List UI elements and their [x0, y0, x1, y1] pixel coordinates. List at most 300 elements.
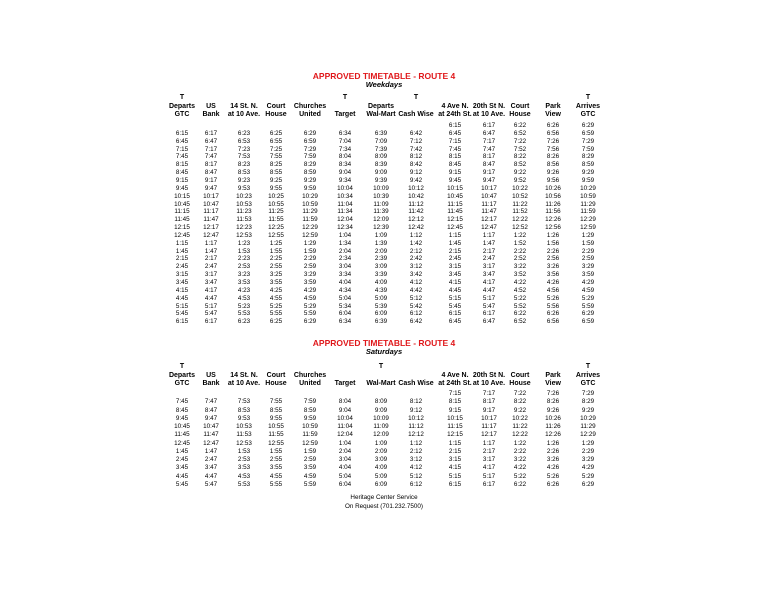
table-row: [0, 122, 768, 130]
table-cell: 11:04: [337, 423, 353, 430]
table-cell: 5:22: [513, 472, 527, 480]
table-cell: 9:12: [409, 406, 423, 414]
table-cell: 12:15: [447, 216, 463, 224]
table-cell: 7:15: [175, 145, 189, 153]
table-cell: 6:09: [374, 480, 388, 488]
table-cell: 6:45: [175, 137, 189, 145]
table-cell: 7:56: [546, 145, 560, 153]
table-cell: 7:23: [237, 145, 251, 153]
column-header-line: 20th St N.: [472, 371, 506, 379]
table-cell: 1:29: [303, 239, 317, 247]
table-cell: 8:47: [482, 161, 496, 169]
table-cell: 8:15: [448, 153, 462, 161]
column-header-line: Churches: [293, 371, 327, 379]
column-header-line: Court: [510, 102, 530, 110]
table-cell: 8:09: [374, 153, 388, 161]
table-cell: 2:47: [204, 263, 218, 271]
table-row: [0, 390, 768, 398]
table-cell: 2:59: [581, 255, 595, 263]
table-cell: 9:23: [237, 176, 251, 184]
table-cell: 7:29: [581, 137, 595, 145]
table-cell: 8:25: [269, 161, 283, 169]
table-cell: 12:15: [447, 431, 463, 439]
table-cell: 10:59: [580, 192, 596, 200]
table-cell: 5:04: [338, 472, 352, 480]
table-cell: 12:42: [408, 224, 424, 232]
table-row: [0, 431, 768, 439]
table-cell: 4:17: [482, 464, 496, 472]
table-cell: 9:45: [175, 414, 189, 422]
table-cell: 12:29: [580, 431, 596, 439]
column-header-line: Bank: [202, 111, 220, 119]
table-cell: 5:52: [513, 302, 527, 310]
table-cell: 7:53: [237, 398, 251, 406]
table-cell: 3:22: [513, 263, 527, 271]
table-cell: 12:47: [481, 224, 497, 232]
table-cell: 3:55: [269, 279, 283, 286]
table-cell: 6:34: [338, 129, 352, 137]
table-cell: 4:42: [409, 286, 423, 294]
table-cell: 6:52: [513, 129, 527, 137]
table-cell: 3:42: [409, 271, 423, 279]
table-cell: 6:17: [204, 129, 218, 137]
table-cell: 12:34: [337, 224, 353, 232]
column-header-line: Wal-Mart: [366, 380, 396, 388]
table-cell: 7:55: [269, 153, 283, 161]
table-cell: 11:26: [545, 423, 561, 430]
table-cell: 3:15: [448, 456, 462, 463]
column-header-line: House: [509, 380, 531, 388]
table-cell: 7:47: [204, 398, 218, 406]
table-cell: 11:45: [174, 216, 190, 224]
table-cell: 12:59: [302, 231, 318, 239]
table-cell: 9:15: [175, 176, 189, 184]
table-cell: 4:56: [546, 286, 560, 294]
column-header-line: 4 Ave N.: [441, 102, 469, 110]
table-cell: 9:53: [237, 184, 251, 192]
table-cell: 7:53: [237, 153, 251, 161]
column-header-line: Cash Wise: [398, 111, 434, 119]
table-cell: 10:17: [481, 414, 497, 422]
table-cell: 5:47: [482, 302, 496, 310]
table-cell: 11:47: [203, 216, 219, 224]
column-header-line: View: [545, 111, 561, 119]
column-header-line: T: [179, 363, 185, 370]
table-cell: 5:29: [581, 472, 595, 480]
table-cell: 6:56: [546, 129, 560, 137]
column-header-line: GTC: [580, 380, 596, 388]
table-cell: 11:53: [236, 431, 252, 439]
table-cell: [394, 390, 438, 398]
table-cell: 12:22: [512, 431, 528, 439]
table-cell: 11:23: [236, 208, 252, 216]
table-row: [0, 138, 768, 146]
table-cell: 6:45: [448, 318, 462, 326]
table-cell: 6:12: [409, 480, 423, 488]
table-cell: 6:09: [374, 310, 388, 318]
table-cell: 10:47: [203, 200, 219, 208]
table-cell: 12:17: [481, 431, 497, 439]
table-cell: 8:59: [581, 161, 595, 169]
table-cell: 6:17: [204, 318, 218, 326]
table-cell: 3:59: [581, 271, 595, 279]
table-row: [0, 407, 768, 415]
table-cell: 1:22: [513, 231, 527, 239]
table-cell: 5:55: [269, 310, 283, 318]
table-cell: 12:17: [481, 216, 497, 224]
table-cell: 3:26: [546, 456, 560, 463]
table-cell: 8:29: [303, 161, 317, 169]
table-cell: 11:17: [481, 423, 497, 430]
table-cell: 2:29: [303, 255, 317, 263]
table-cell: 10:26: [545, 414, 561, 422]
table-cell: 4:15: [448, 279, 462, 286]
table-cell: 4:47: [204, 294, 218, 302]
table-cell: 8:55: [269, 169, 283, 177]
table-cell: 11:53: [236, 216, 252, 224]
footer-note: [0, 494, 768, 511]
table-cell: 4:26: [546, 279, 560, 286]
table-cell: 11:59: [580, 208, 596, 216]
table-cell: 11:26: [545, 200, 561, 208]
table-cell: 2:04: [338, 247, 352, 255]
column-header-line: Park: [545, 102, 561, 110]
table-cell: 3:59: [303, 279, 317, 286]
table-cell: 5:59: [581, 302, 595, 310]
table-cell: 2:17: [482, 247, 496, 255]
table-cell: 1:45: [175, 447, 189, 455]
table-cell: 6:29: [303, 129, 317, 137]
table-cell: 8:47: [204, 406, 218, 414]
table-cell: 10:15: [174, 192, 190, 200]
table-cell: 12:09: [373, 431, 389, 439]
table-cell: 7:42: [409, 145, 423, 153]
table-cell: 2:47: [204, 456, 218, 463]
table-cell: 3:04: [338, 263, 352, 271]
table-cell: 7:17: [482, 390, 496, 397]
table-cell: 3:09: [374, 456, 388, 463]
table-cell: 6:26: [546, 122, 560, 129]
table-row: [0, 263, 768, 271]
table-cell: 10:17: [203, 192, 219, 200]
table-cell: 8:15: [448, 398, 462, 406]
table-cell: 3:34: [338, 271, 352, 279]
table-cell: 6:17: [482, 310, 496, 318]
table-cell: 10:55: [268, 200, 284, 208]
column-header-line: 20th St N.: [472, 102, 506, 110]
table-cell: 1:12: [409, 439, 423, 447]
table-cell: 4:59: [303, 472, 317, 480]
table-cell: 10:04: [337, 414, 353, 422]
table-cell: 1:55: [269, 247, 283, 255]
table-row: [0, 279, 768, 287]
table-cell: 4:22: [513, 464, 527, 472]
table-cell: 9:17: [204, 176, 218, 184]
table-cell: 12:39: [373, 224, 389, 232]
table-row: [0, 224, 768, 232]
table-cell: 3:22: [513, 456, 527, 463]
table-cell: 12:22: [512, 216, 528, 224]
table-cell: 11:17: [481, 200, 497, 208]
table-cell: 6:59: [581, 318, 595, 326]
column-header-line: Bank: [202, 380, 220, 388]
table-cell: 2:15: [175, 255, 189, 263]
column-header-line: Churches: [293, 102, 327, 110]
table-cell: 1:17: [204, 239, 218, 247]
table-cell: 5:15: [448, 294, 462, 302]
table-cell: 12:53: [236, 231, 252, 239]
table-cell: 6:22: [513, 310, 527, 318]
table-cell: 1:59: [303, 247, 317, 255]
table-cell: 8:53: [237, 406, 251, 414]
table-cell: 11:39: [373, 208, 389, 216]
table-cell: 8:52: [513, 161, 527, 169]
table-cell: 11:09: [373, 423, 389, 430]
table-cell: 4:52: [513, 286, 527, 294]
column-header-line: GTC: [174, 111, 190, 119]
table-cell: 1:42: [409, 239, 423, 247]
table-cell: 3:45: [175, 464, 189, 472]
table-cell: 1:29: [581, 439, 595, 447]
table-cell: 2:53: [237, 263, 251, 271]
table-cell: 9:26: [546, 406, 560, 414]
table-cell: 9:09: [374, 406, 388, 414]
table-cell: 9:34: [338, 176, 352, 184]
table-cell: 4:12: [409, 279, 423, 286]
table-row: [0, 161, 768, 169]
column-header: [558, 94, 618, 120]
table-cell: 2:09: [374, 447, 388, 455]
table-cell: 6:42: [409, 318, 423, 326]
table-cell: 3:12: [409, 263, 423, 271]
column-header-line: at 10 Ave.: [472, 380, 506, 388]
table-cell: 4:29: [581, 279, 595, 286]
table-cell: 4:17: [482, 279, 496, 286]
table-row: [0, 415, 768, 423]
column-header-line: View: [545, 380, 561, 388]
column-header: [558, 363, 618, 389]
table-row: [0, 481, 768, 489]
column-header-line: at 10 Ave.: [227, 111, 261, 119]
table-cell: 8:23: [237, 161, 251, 169]
table-cell: 1:04: [338, 231, 352, 239]
table-cell: 4:23: [237, 286, 251, 294]
table-cell: 6:59: [581, 129, 595, 137]
column-header-line: Target: [334, 380, 356, 388]
table-cell: 3:53: [237, 464, 251, 472]
table-cell: 12:29: [580, 216, 596, 224]
table-cell: 12:45: [174, 439, 190, 447]
table-cell: 9:29: [581, 169, 595, 177]
table-cell: 2:59: [303, 263, 317, 271]
table-cell: 5:15: [175, 302, 189, 310]
table-cell: 4:09: [374, 464, 388, 472]
table-cell: 7:45: [175, 398, 189, 406]
table-cell: 4:45: [448, 286, 462, 294]
table-cell: 8:17: [482, 398, 496, 406]
table-cell: 3:29: [581, 456, 595, 463]
column-header-line: at 24th St.: [438, 380, 472, 388]
table-cell: 4:59: [581, 286, 595, 294]
table-cell: 10:09: [373, 184, 389, 192]
table-cell: 12:59: [580, 224, 596, 232]
column-header-line: United: [299, 111, 321, 119]
table-cell: 6:56: [546, 318, 560, 326]
table-cell: 7:52: [513, 145, 527, 153]
column-header-line: Court: [266, 102, 286, 110]
table-cell: 9:47: [204, 184, 218, 192]
table-cell: 6:29: [303, 318, 317, 326]
column-header-line: United: [299, 380, 321, 388]
table-cell: 11:45: [447, 208, 463, 216]
table-row: [0, 456, 768, 464]
table-cell: 10:12: [408, 414, 424, 422]
table-cell: 8:53: [237, 169, 251, 177]
table-cell: 8:17: [204, 161, 218, 169]
table-cell: 10:45: [447, 192, 463, 200]
table-cell: 12:12: [408, 216, 424, 224]
saturdays-subtitle: Saturdays: [365, 347, 403, 356]
table-cell: 12:47: [203, 231, 219, 239]
table-row: [0, 193, 768, 201]
table-cell: 5:17: [482, 472, 496, 480]
table-row: [0, 240, 768, 248]
table-row: [0, 153, 768, 161]
table-cell: 3:15: [448, 263, 462, 271]
table-cell: 7:45: [175, 153, 189, 161]
table-cell: 6:15: [448, 480, 462, 488]
table-cell: 7:55: [269, 398, 283, 406]
table-cell: 6:22: [513, 122, 527, 129]
table-cell: 10:55: [268, 423, 284, 430]
table-row: [0, 201, 768, 209]
table-cell: 9:45: [448, 176, 462, 184]
table-cell: 1:52: [513, 239, 527, 247]
table-cell: 2:12: [409, 247, 423, 255]
table-cell: 12:47: [203, 439, 219, 447]
table-cell: 4:29: [581, 464, 595, 472]
table-cell: 11:17: [203, 208, 219, 216]
column-header-line: T: [585, 94, 591, 101]
table-cell: 1:15: [175, 239, 189, 247]
table-cell: 3:23: [237, 271, 251, 279]
table-cell: 6:04: [338, 480, 352, 488]
table-cell: 10:29: [580, 414, 596, 422]
table-row: [0, 440, 768, 448]
table-cell: 9:15: [448, 169, 462, 177]
column-header-line: T: [342, 94, 348, 101]
table-cell: 8:45: [175, 406, 189, 414]
table-cell: 7:59: [303, 398, 317, 406]
table-cell: 1:59: [303, 447, 317, 455]
table-cell: 8:17: [482, 153, 496, 161]
table-cell: 12:55: [268, 439, 284, 447]
table-cell: 8:45: [448, 161, 462, 169]
table-cell: 5:23: [237, 302, 251, 310]
table-cell: 5:17: [204, 302, 218, 310]
table-row: [0, 177, 768, 185]
table-cell: 6:15: [448, 122, 462, 129]
table-cell: 8:59: [303, 406, 317, 414]
table-cell: 11:59: [302, 431, 318, 439]
table-cell: 5:45: [175, 480, 189, 488]
table-cell: 2:47: [482, 255, 496, 263]
column-header-line: T: [378, 363, 384, 370]
saturdays-title: APPROVED TIMETABLE - ROUTE 4: [312, 338, 456, 348]
table-cell: 6:29: [581, 310, 595, 318]
table-cell: 9:29: [581, 406, 595, 414]
table-cell: 5:12: [409, 472, 423, 480]
table-cell: 6:25: [269, 129, 283, 137]
table-cell: 12:23: [236, 224, 252, 232]
table-cell: 7:17: [482, 137, 496, 145]
table-cell: 4:45: [175, 472, 189, 480]
table-cell: 11:09: [373, 200, 389, 208]
table-cell: 3:17: [482, 263, 496, 271]
table-cell: 8:45: [175, 169, 189, 177]
column-header-line: House: [265, 380, 287, 388]
column-header-line: Target: [334, 111, 356, 119]
column-header-line: GTC: [174, 380, 190, 388]
table-cell: 5:26: [546, 294, 560, 302]
table-cell: 11:47: [481, 208, 497, 216]
table-cell: 10:45: [174, 423, 190, 430]
table-cell: 4:15: [448, 464, 462, 472]
table-row: [0, 310, 768, 318]
table-cell: 10:59: [302, 423, 318, 430]
table-cell: 8:47: [204, 169, 218, 177]
weekdays-subtitle: Weekdays: [365, 80, 403, 89]
table-cell: 11:04: [337, 200, 353, 208]
table-row: [0, 130, 768, 138]
table-cell: 4:34: [338, 286, 352, 294]
table-cell: 11:52: [512, 208, 528, 216]
table-cell: 8:34: [338, 161, 352, 169]
column-header-line: T: [585, 363, 591, 370]
table-cell: 4:45: [175, 294, 189, 302]
column-header-line: Court: [266, 371, 286, 379]
table-cell: 8:04: [338, 398, 352, 406]
table-cell: 1:53: [237, 447, 251, 455]
table-cell: 8:12: [409, 398, 423, 406]
table-cell: 1:55: [269, 447, 283, 455]
table-cell: 12:04: [337, 431, 353, 439]
table-cell: 10:52: [512, 192, 528, 200]
table-cell: 2:55: [269, 263, 283, 271]
table-cell: 2:29: [581, 447, 595, 455]
table-cell: 11:22: [512, 200, 528, 208]
table-cell: 1:15: [448, 231, 462, 239]
table-cell: 6:39: [374, 318, 388, 326]
table-cell: 5:34: [338, 302, 352, 310]
table-cell: 5:26: [546, 472, 560, 480]
table-cell: 10:04: [337, 184, 353, 192]
table-cell: 9:47: [204, 414, 218, 422]
table-cell: 6:55: [269, 137, 283, 145]
table-cell: 11:15: [174, 208, 190, 216]
table-cell: 1:47: [482, 239, 496, 247]
column-header-line: 14 St. N.: [230, 371, 258, 379]
table-cell: 7:12: [409, 137, 423, 145]
table-cell: 10:53: [236, 423, 252, 430]
table-cell: 2:22: [513, 247, 527, 255]
table-cell: 1:34: [338, 239, 352, 247]
table-cell: 8:26: [546, 398, 560, 406]
table-cell: 5:47: [204, 310, 218, 318]
table-cell: 8:59: [303, 169, 317, 177]
table-cell: 5:47: [204, 480, 218, 488]
table-cell: 9:53: [237, 414, 251, 422]
